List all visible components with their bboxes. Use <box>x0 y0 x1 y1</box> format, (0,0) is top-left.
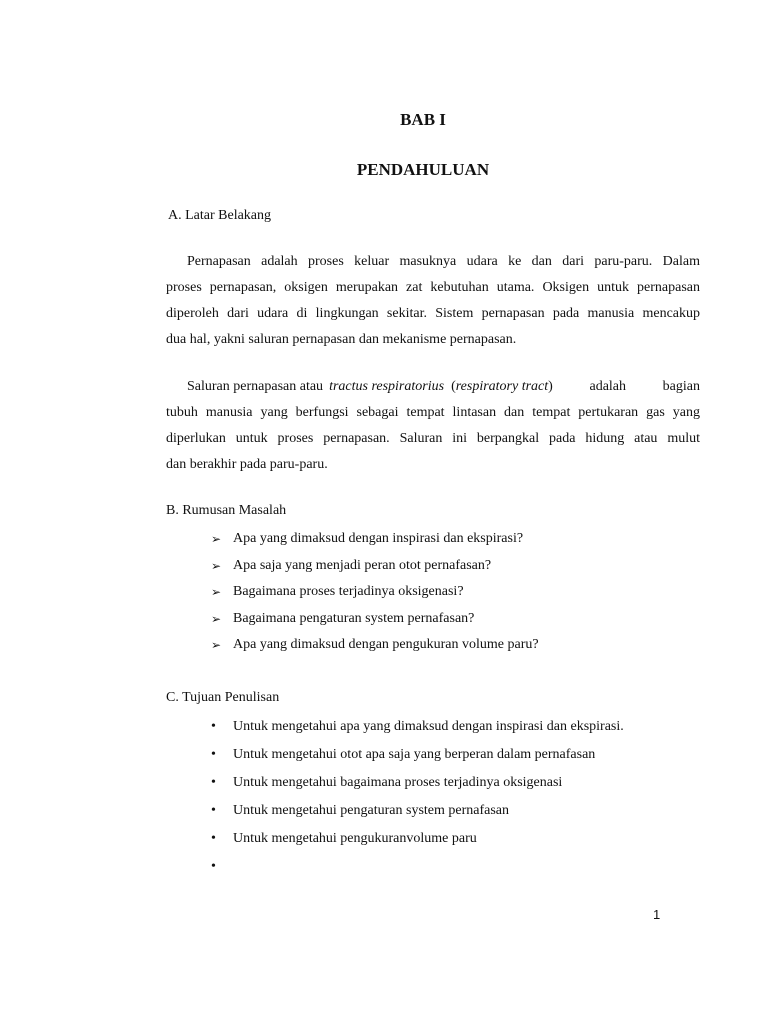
list-item: • Untuk mengetahui bagaimana proses terjadinya oksigenasi <box>211 769 624 797</box>
objective-list <box>211 713 624 881</box>
bullet-dot-icon: • <box>211 859 216 874</box>
section-a-paragraph-2 <box>166 374 700 478</box>
list-item: • Untuk mengetahui otot apa saja yang berperan dalam pernafasan <box>211 741 624 769</box>
list-item: ➢ Bagaimana proses terjadinya oksigenasi? <box>211 579 539 606</box>
list-item: ➢ Bagaimana pengaturan system pernafasan? <box>211 606 539 633</box>
section-a-paragraph-1 <box>166 249 700 353</box>
chapter-subtitle: PENDAHULUAN <box>356 160 490 179</box>
chapter-title: BAB I <box>400 110 446 129</box>
bullet-dot-icon: • <box>211 775 216 790</box>
english-term: respiratory tract <box>455 379 549 394</box>
list-item: ➢ Apa saja yang menjadi peran otot pernafasan? <box>211 553 539 580</box>
paragraph-text: ) adalah bagian <box>548 379 700 394</box>
section-c-heading: C. Tujuan Penulisan <box>166 690 280 705</box>
page-number: 1 <box>653 907 661 922</box>
list-item: ➢ Apa yang dimaksud dengan inspirasi dan ekspirasi? <box>211 526 539 553</box>
paragraph-line: diperoleh dari udara di lingkungan sekitar. Sistem pernapasan pada manusia mencakup <box>166 306 700 321</box>
section-a-heading: A. Latar Belakang <box>168 208 272 223</box>
paragraph-line-mixed <box>166 374 700 400</box>
paragraph-text: ( <box>451 379 456 394</box>
arrow-bullet-icon: ➢ <box>211 558 222 573</box>
bullet-dot-icon: • <box>211 719 216 734</box>
paragraph-line: dan berakhir pada paru-paru. <box>166 457 328 472</box>
paragraph-line: dua hal, yakni saluran pernapasan dan mekanisme pernapasan. <box>166 332 517 347</box>
list-item: ➢ Apa yang dimaksud dengan pengukuran volume paru? <box>211 632 539 659</box>
arrow-bullet-icon: ➢ <box>211 611 222 626</box>
paragraph-line: tubuh manusia yang berfungsi sebagai tempat lintasan dan tempat pertukaran gas yang <box>166 405 700 420</box>
paragraph-line: proses pernapasan, oksigen merupakan zat kebutuhan utama. Oksigen untuk pernapasan <box>166 280 700 295</box>
paragraph-text: Saluran pernapasan atau <box>187 379 324 394</box>
arrow-bullet-icon: ➢ <box>211 585 222 599</box>
arrow-bullet-icon: ➢ <box>211 638 222 652</box>
list-item: • Untuk mengetahui apa yang dimaksud dengan inspirasi dan ekspirasi. <box>211 713 624 741</box>
arrow-bullet-icon: ➢ <box>211 532 222 546</box>
list-item: • Untuk mengetahui pengukuranvolume paru <box>211 825 624 853</box>
problem-list <box>211 526 539 659</box>
bullet-dot-icon: • <box>211 831 216 846</box>
section-b-heading: B. Rumusan Masalah <box>166 503 287 518</box>
list-item: • Untuk mengetahui pengaturan system pernafasan <box>211 797 624 825</box>
bullet-dot-icon: • <box>211 803 216 818</box>
list-item <box>211 853 624 881</box>
paragraph-line: diperlukan untuk proses pernapasan. Saluran ini berpangkal pada hidung atau mulut <box>166 431 700 446</box>
paragraph-line: Pernapasan adalah proses keluar masuknya udara ke dan dari paru-paru. Dalam <box>187 254 700 269</box>
latin-term: tractus respiratorius <box>329 379 445 394</box>
bullet-dot-icon: • <box>211 747 216 762</box>
